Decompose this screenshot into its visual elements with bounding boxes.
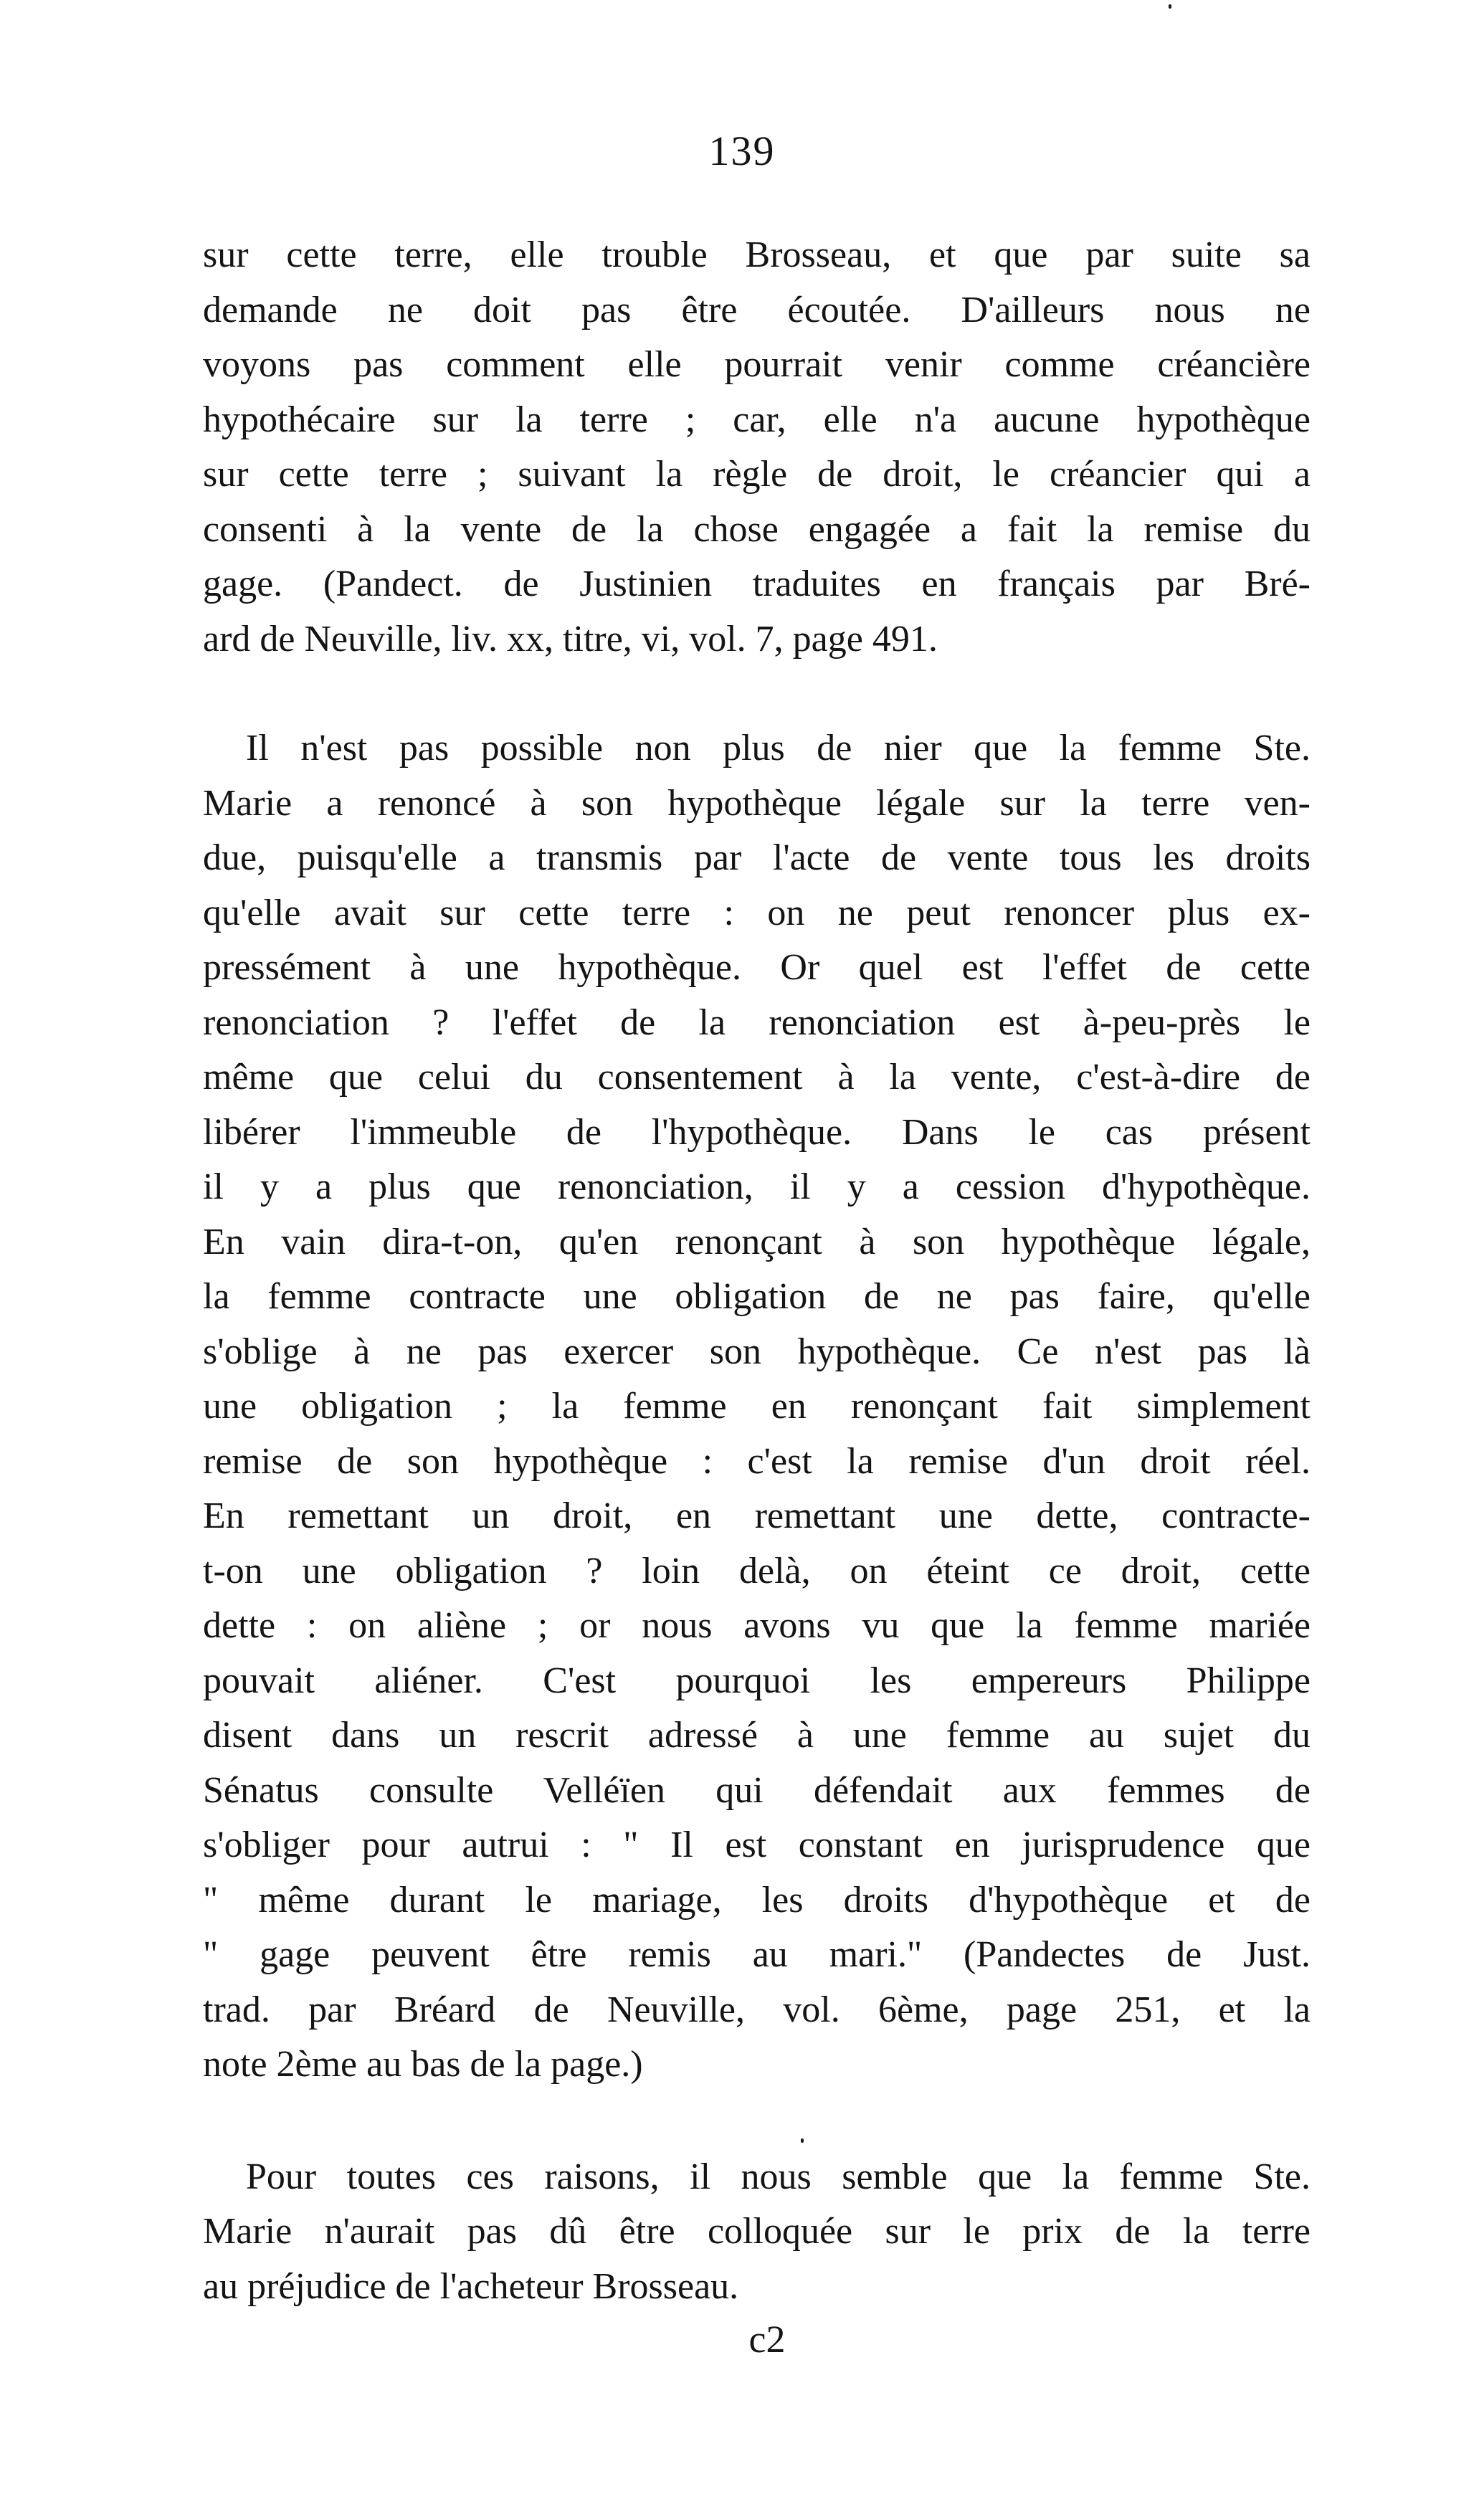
text-line: En vain dira-t-on, qu'en renonçant à son hypothèque légale, <box>203 1221 1311 1262</box>
text-line: au préjudice de l'acheteur Brosseau. <box>203 2265 739 2307</box>
text-line: ard de Neuville, liv. xx, titre, vi, vol. 7, page 491. <box>203 618 938 660</box>
text-line: " gage peuvent être remis au mari." (Pandectes de Just. <box>203 1934 1311 1975</box>
text-line: qu'elle avait sur cette terre : on ne peut renoncer plus ex- <box>203 892 1311 933</box>
paragraph-gap <box>203 2093 1311 2150</box>
text-line: sur cette terre ; suivant la règle de droit, le créancier qui a <box>203 454 1311 495</box>
text-line: disent dans un rescrit adressé à une femme au sujet du <box>203 1715 1311 1756</box>
text-line: une obligation ; la femme en renonçant fait simplement <box>203 1386 1311 1427</box>
text-line: " même durant le mariage, les droits d'hypothèque et de <box>203 1879 1311 1921</box>
paragraph-gap <box>203 667 1311 721</box>
text-line: dette : on aliène ; or nous avons vu que la femme mariée <box>203 1605 1311 1646</box>
text-line: même que celui du consentement à la vente, c'est-à-dire de <box>203 1057 1311 1098</box>
paragraph-3 <box>203 2150 1311 2315</box>
text-line: Marie a renoncé à son hypothèque légale sur la terre ven- <box>203 782 1311 824</box>
page-number: 139 <box>708 128 776 174</box>
text-line: Sénatus consulte Velléïen qui défendait aux femmes de <box>203 1769 1311 1811</box>
text-line: pressément à une hypothèque. Or quel est l'effet de cette <box>203 947 1311 988</box>
text-line: gage. (Pandect. de Justinien traduites en français par Bré- <box>203 563 1311 604</box>
text-line: voyons pas comment elle pourrait venir comme créancière <box>203 344 1311 385</box>
text-line: sur cette terre, elle trouble Brosseau, et que par suite sa <box>203 234 1311 275</box>
text-line: s'oblige à ne pas exercer son hypothèque. Ce n'est pas là <box>203 1331 1311 1372</box>
text-line: t-on une obligation ? loin delà, on éteint ce droit, cette <box>203 1550 1311 1591</box>
text-line: Marie n'aurait pas dû être colloquée sur le prix de la terre <box>203 2211 1311 2252</box>
text-line: note 2ème au bas de la page.) <box>203 2044 643 2085</box>
text-line: hypothécaire sur la terre ; car, elle n'a aucune hypothèque <box>203 399 1311 440</box>
text-line: demande ne doit pas être écoutée. D'ailleurs nous ne <box>203 289 1311 330</box>
scan-speck <box>1169 4 1171 9</box>
text-line: consenti à la vente de la chose engagée a fait la remise du <box>203 508 1311 550</box>
text-line: Pour toutes ces raisons, il nous semble que la femme Ste. <box>246 2156 1311 2197</box>
text-line: remise de son hypothèque : c'est la remise d'un droit réel. <box>203 1440 1311 1482</box>
body-text <box>203 228 1311 2314</box>
text-line: il y a plus que renonciation, il y a cession d'hypothèque. <box>203 1166 1311 1207</box>
text-line: pouvait aliéner. C'est pourquoi les empereurs Philippe <box>203 1660 1311 1701</box>
paragraph-2 <box>203 721 1311 2093</box>
scan-speck <box>801 2138 804 2143</box>
paragraph-1 <box>203 228 1311 667</box>
text-line: renonciation ? l'effet de la renonciation est à-peu-près le <box>203 1001 1311 1043</box>
text-line: Il n'est pas possible non plus de nier que la femme Ste. <box>246 728 1311 769</box>
text-line: s'obliger pour autrui : " Il est constant en jurisprudence que <box>203 1824 1311 1865</box>
text-line: la femme contracte une obligation de ne pas faire, qu'elle <box>203 1276 1311 1317</box>
text-line: due, puisqu'elle a transmis par l'acte de vente tous les droits <box>203 837 1311 878</box>
text-line: libérer l'immeuble de l'hypothèque. Dans le cas présent <box>203 1111 1311 1153</box>
text-line: trad. par Bréard de Neuville, vol. 6ème, page 251, et la <box>203 1989 1311 2030</box>
signature-mark: c2 <box>748 2318 786 2361</box>
text-line: En remettant un droit, en remettant une dette, contracte- <box>203 1495 1311 1536</box>
